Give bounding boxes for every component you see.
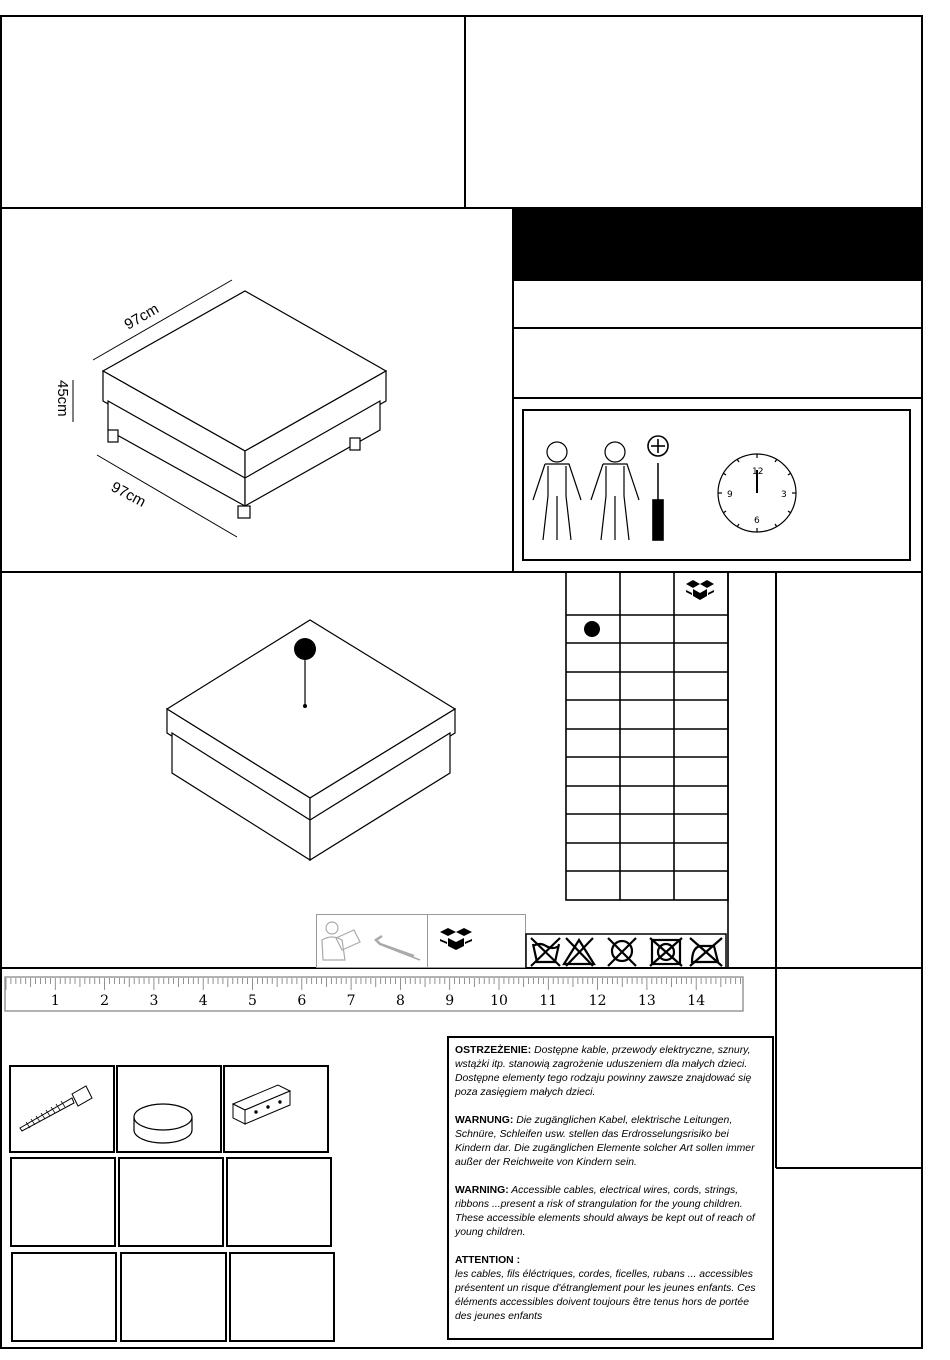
safety-warning-box: [447, 1036, 774, 1340]
ruler-number: 13: [637, 993, 656, 1009]
warning-pl: OSTRZEŻENIE: Dostępne kable, przewody elektryczne, sznury, wstążki itp. stanowią zagrożenie uduszeniem dla małych dzieci. Dostępne elementy tego rodzaju powinny zawsze znajdować się poza zasięgiem małych dzieci.: [455, 1045, 752, 1098]
ruler-number: 11: [539, 993, 558, 1009]
ruler-number: 12: [588, 993, 607, 1009]
ruler-number: 7: [346, 993, 356, 1009]
screw-icon: [20, 1086, 92, 1131]
ruler-number: 6: [297, 993, 307, 1009]
ruler-number: 2: [100, 993, 110, 1009]
warning-en: WARNING: Accessible cables, electrical wires, cords, strings, ribbons ...present a risk of strangulation for the young children. These accessible elements should always be kept out of reach of young children.: [455, 1185, 755, 1238]
ruler-number: 9: [445, 993, 455, 1009]
ruler-number: 8: [395, 993, 405, 1009]
width-dim-label: 97cm: [121, 300, 162, 334]
clock-12: 12: [752, 467, 764, 477]
ruler-number: 3: [149, 993, 159, 1009]
ruler-number: 10: [490, 993, 508, 1009]
warning-de: WARNUNG: Die zugänglichen Kabel, elektrische Leitungen, Schnüre, Schleifen usw. stellen das Erdrosselungsrisiko bei Kindern dar. Die zugänglichen Elemente solcher Art sollen immer außer der Reichweite von Kindern sein.: [455, 1115, 755, 1168]
warning-fr: ATTENTION : les cables, fils éléctriques, cordes, ficelles, rubans ... accessibles présentent un risque d'étranglement pour les jeunes enfants. Ces éléments accessibles doivent toujours être tenus hors de portée des jeunes enfants: [455, 1255, 756, 1322]
ruler-number: 4: [198, 993, 208, 1009]
clock-3: 3: [781, 490, 787, 500]
height-dim-label: 45cm: [54, 380, 71, 417]
ruler-number: 5: [248, 993, 257, 1009]
clock-6: 6: [754, 516, 760, 526]
clock-9: 9: [727, 490, 733, 500]
ruler-number: 1: [50, 993, 60, 1009]
block-icon: [233, 1085, 290, 1124]
depth-dim-label: 97cm: [108, 478, 149, 511]
felt-pad-icon: [134, 1104, 192, 1143]
ruler-number: 14: [687, 993, 706, 1009]
